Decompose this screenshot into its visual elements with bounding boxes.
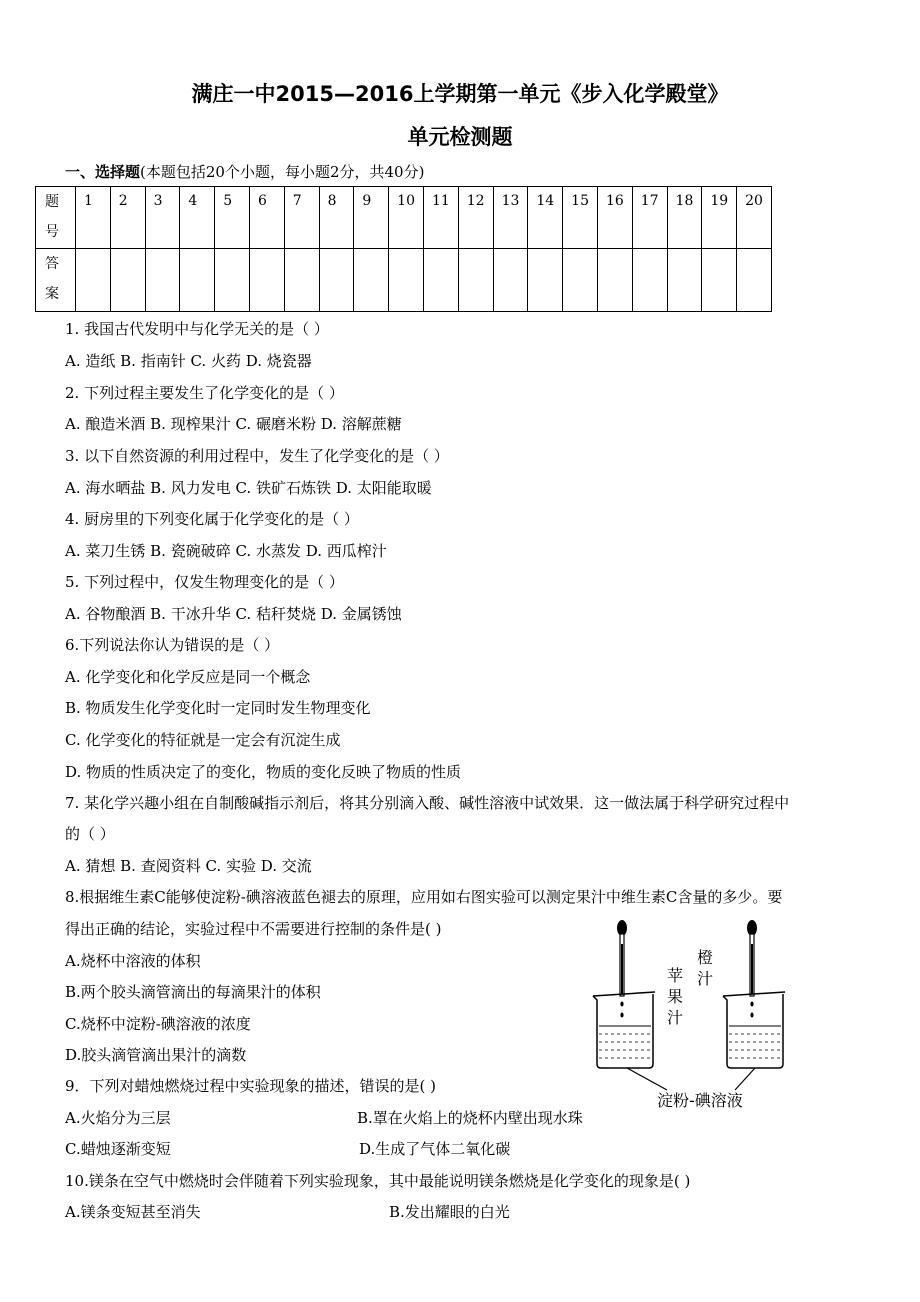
number-cell: 14 bbox=[528, 187, 563, 249]
number-cell: 13 bbox=[493, 187, 528, 249]
question-6-option-d: D. 物质的性质决定了的变化，物质的变化反映了物质的性质 bbox=[65, 763, 462, 781]
number-cell: 18 bbox=[667, 187, 702, 249]
label-apple-char: 汁 bbox=[667, 1008, 684, 1027]
number-cell: 20 bbox=[737, 187, 772, 249]
number-cell: 12 bbox=[458, 187, 493, 249]
header-char: 题 bbox=[45, 194, 59, 210]
answer-cell[interactable] bbox=[389, 249, 424, 312]
question-9-option-d: D.生成了气体二氧化碳 bbox=[359, 1140, 511, 1158]
question-9: 9．下列对蜡烛燃烧过程中实验现象的描述，错误的是( ) bbox=[65, 1077, 437, 1095]
question-6-option-a: A. 化学变化和化学反应是同一个概念 bbox=[65, 668, 311, 686]
question-8-option-a: A.烧杯中溶液的体积 bbox=[65, 952, 201, 970]
number-cell: 9 bbox=[354, 187, 389, 249]
answer-cell[interactable] bbox=[215, 249, 250, 312]
answer-cell[interactable] bbox=[354, 249, 389, 312]
number-cell: 2 bbox=[110, 187, 145, 249]
number-cell: 1 bbox=[76, 187, 111, 249]
number-cell: 15 bbox=[563, 187, 598, 249]
question-6-option-b: B. 物质发生化学变化时一定同时发生物理变化 bbox=[65, 699, 371, 717]
question-7-options: A. 猜想 B. 查阅资料 C. 实验 D. 交流 bbox=[65, 857, 312, 875]
question-6: 6.下列说法你认为错误的是（ ） bbox=[65, 636, 280, 654]
header-cell-number bbox=[36, 187, 76, 249]
dropper-right bbox=[747, 920, 757, 996]
answer-cell[interactable] bbox=[76, 249, 111, 312]
question-10: 10.镁条在空气中燃烧时会伴随着下列实验现象，其中最能说明镁条燃烧是化学变化的现象是( ) bbox=[65, 1172, 691, 1190]
question-8-option-d: D.胶头滴管滴出果汁的滴数 bbox=[65, 1046, 247, 1064]
header-char: 答 bbox=[45, 256, 59, 272]
question-6-option-c: C. 化学变化的特征就是一定会有沉淀生成 bbox=[65, 731, 341, 749]
question-3-options: A. 海水晒盐 B. 风力发电 C. 铁矿石炼铁 D. 太阳能取暖 bbox=[65, 479, 432, 497]
answer-cell[interactable] bbox=[632, 249, 667, 312]
number-cell: 17 bbox=[632, 187, 667, 249]
answer-cell[interactable] bbox=[493, 249, 528, 312]
question-9-option-a: A.火焰分为三层 bbox=[65, 1109, 171, 1127]
header-char: 号 bbox=[45, 224, 59, 240]
answer-cell[interactable] bbox=[528, 249, 563, 312]
question-8-option-b: B.两个胶头滴管滴出的每滴果汁的体积 bbox=[65, 983, 321, 1001]
number-cell: 3 bbox=[145, 187, 180, 249]
number-cell: 16 bbox=[597, 187, 632, 249]
question-1-options: A. 造纸 B. 指南针 C. 火药 D. 烧瓷器 bbox=[65, 352, 312, 370]
header-cell-answer bbox=[36, 249, 76, 312]
answer-table bbox=[35, 186, 772, 312]
section-desc: (本题包括20个小题，每小题2分，共40分) bbox=[140, 163, 425, 181]
answer-cell[interactable] bbox=[702, 249, 737, 312]
question-1: 1. 我国古代发明中与化学无关的是（ ） bbox=[65, 320, 329, 338]
answer-cell[interactable] bbox=[180, 249, 215, 312]
beaker-figure bbox=[585, 918, 795, 1118]
answer-cell[interactable] bbox=[563, 249, 598, 312]
page-subtitle: 单元检测题 bbox=[407, 125, 513, 149]
number-cell: 8 bbox=[319, 187, 354, 249]
question-2: 2. 下列过程主要发生了化学变化的是（ ） bbox=[65, 384, 344, 402]
page-title: 满庄一中2015—2016上学期第一单元《步入化学殿堂》 bbox=[191, 82, 729, 106]
question-7-line-1: 7. 某化学兴趣小组在自制酸碱指示剂后，将其分别滴入酸、碱性溶液中试效果．这一做法属于科学研究过程中 bbox=[65, 794, 790, 812]
answer-cell[interactable] bbox=[667, 249, 702, 312]
number-cell: 10 bbox=[389, 187, 424, 249]
question-2-options: A. 酿造米酒 B. 现榨果汁 C. 碾磨米粉 D. 溶解蔗糖 bbox=[65, 415, 402, 433]
beaker-right bbox=[723, 992, 785, 1068]
question-10-option-b: B.发出耀眼的白光 bbox=[389, 1203, 510, 1221]
number-cell: 4 bbox=[180, 187, 215, 249]
question-5: 5. 下列过程中，仅发生物理变化的是（ ） bbox=[65, 573, 344, 591]
number-cell: 11 bbox=[423, 187, 458, 249]
number-cell: 5 bbox=[215, 187, 250, 249]
question-3: 3. 以下自然资源的利用过程中，发生了化学变化的是（ ） bbox=[65, 447, 449, 465]
question-9-option-b: B.罩在火焰上的烧杯内壁出现水珠 bbox=[357, 1109, 583, 1127]
beaker-left bbox=[593, 992, 655, 1068]
answer-cell[interactable] bbox=[458, 249, 493, 312]
question-4: 4. 厨房里的下列变化属于化学变化的是（ ） bbox=[65, 510, 359, 528]
header-char: 案 bbox=[45, 286, 59, 302]
section-heading bbox=[65, 161, 424, 182]
answer-cell[interactable] bbox=[284, 249, 319, 312]
answer-cell[interactable] bbox=[249, 249, 284, 312]
number-cell: 19 bbox=[702, 187, 737, 249]
label-orange-char: 汁 bbox=[697, 969, 714, 988]
label-orange-char: 橙 bbox=[697, 948, 714, 967]
label-apple-char: 苹 bbox=[667, 966, 684, 985]
question-7-line-2: 的（ ） bbox=[65, 825, 115, 843]
number-cell: 7 bbox=[284, 187, 319, 249]
pointer-line-right bbox=[735, 1068, 755, 1090]
section-label: 一、选择题 bbox=[65, 163, 141, 181]
answer-cell[interactable] bbox=[145, 249, 180, 312]
answer-cell[interactable] bbox=[737, 249, 772, 312]
question-8-line-2: 得出正确的结论，实验过程中不需要进行控制的条件是( ) bbox=[65, 920, 442, 938]
question-8-option-c: C.烧杯中淀粉-碘溶液的浓度 bbox=[65, 1015, 251, 1033]
answer-cell[interactable] bbox=[597, 249, 632, 312]
answer-cell[interactable] bbox=[423, 249, 458, 312]
answer-cell[interactable] bbox=[319, 249, 354, 312]
label-starch-iodine: 淀粉-碘溶液 bbox=[657, 1091, 743, 1110]
answer-table-number-row bbox=[36, 187, 772, 249]
label-apple-char: 果 bbox=[667, 987, 684, 1006]
question-9-option-c: C.蜡烛逐渐变短 bbox=[65, 1140, 171, 1158]
dropper-left bbox=[617, 920, 627, 996]
answer-table-answer-row bbox=[36, 249, 772, 312]
question-5-options: A. 谷物酿酒 B. 干冰升华 C. 秸秆焚烧 D. 金属锈蚀 bbox=[65, 605, 402, 623]
pointer-line-left bbox=[627, 1068, 667, 1090]
number-cell: 6 bbox=[249, 187, 284, 249]
question-10-option-a: A.镁条变短甚至消失 bbox=[65, 1203, 201, 1221]
question-8-line-1: 8.根据维生素C能够使淀粉-碘溶液蓝色褪去的原理，应用如右图实验可以测定果汁中维生素C含量的多少。要 bbox=[65, 888, 783, 906]
question-4-options: A. 菜刀生锈 B. 瓷碗破碎 C. 水蒸发 D. 西瓜榨汁 bbox=[65, 542, 387, 560]
answer-cell[interactable] bbox=[110, 249, 145, 312]
